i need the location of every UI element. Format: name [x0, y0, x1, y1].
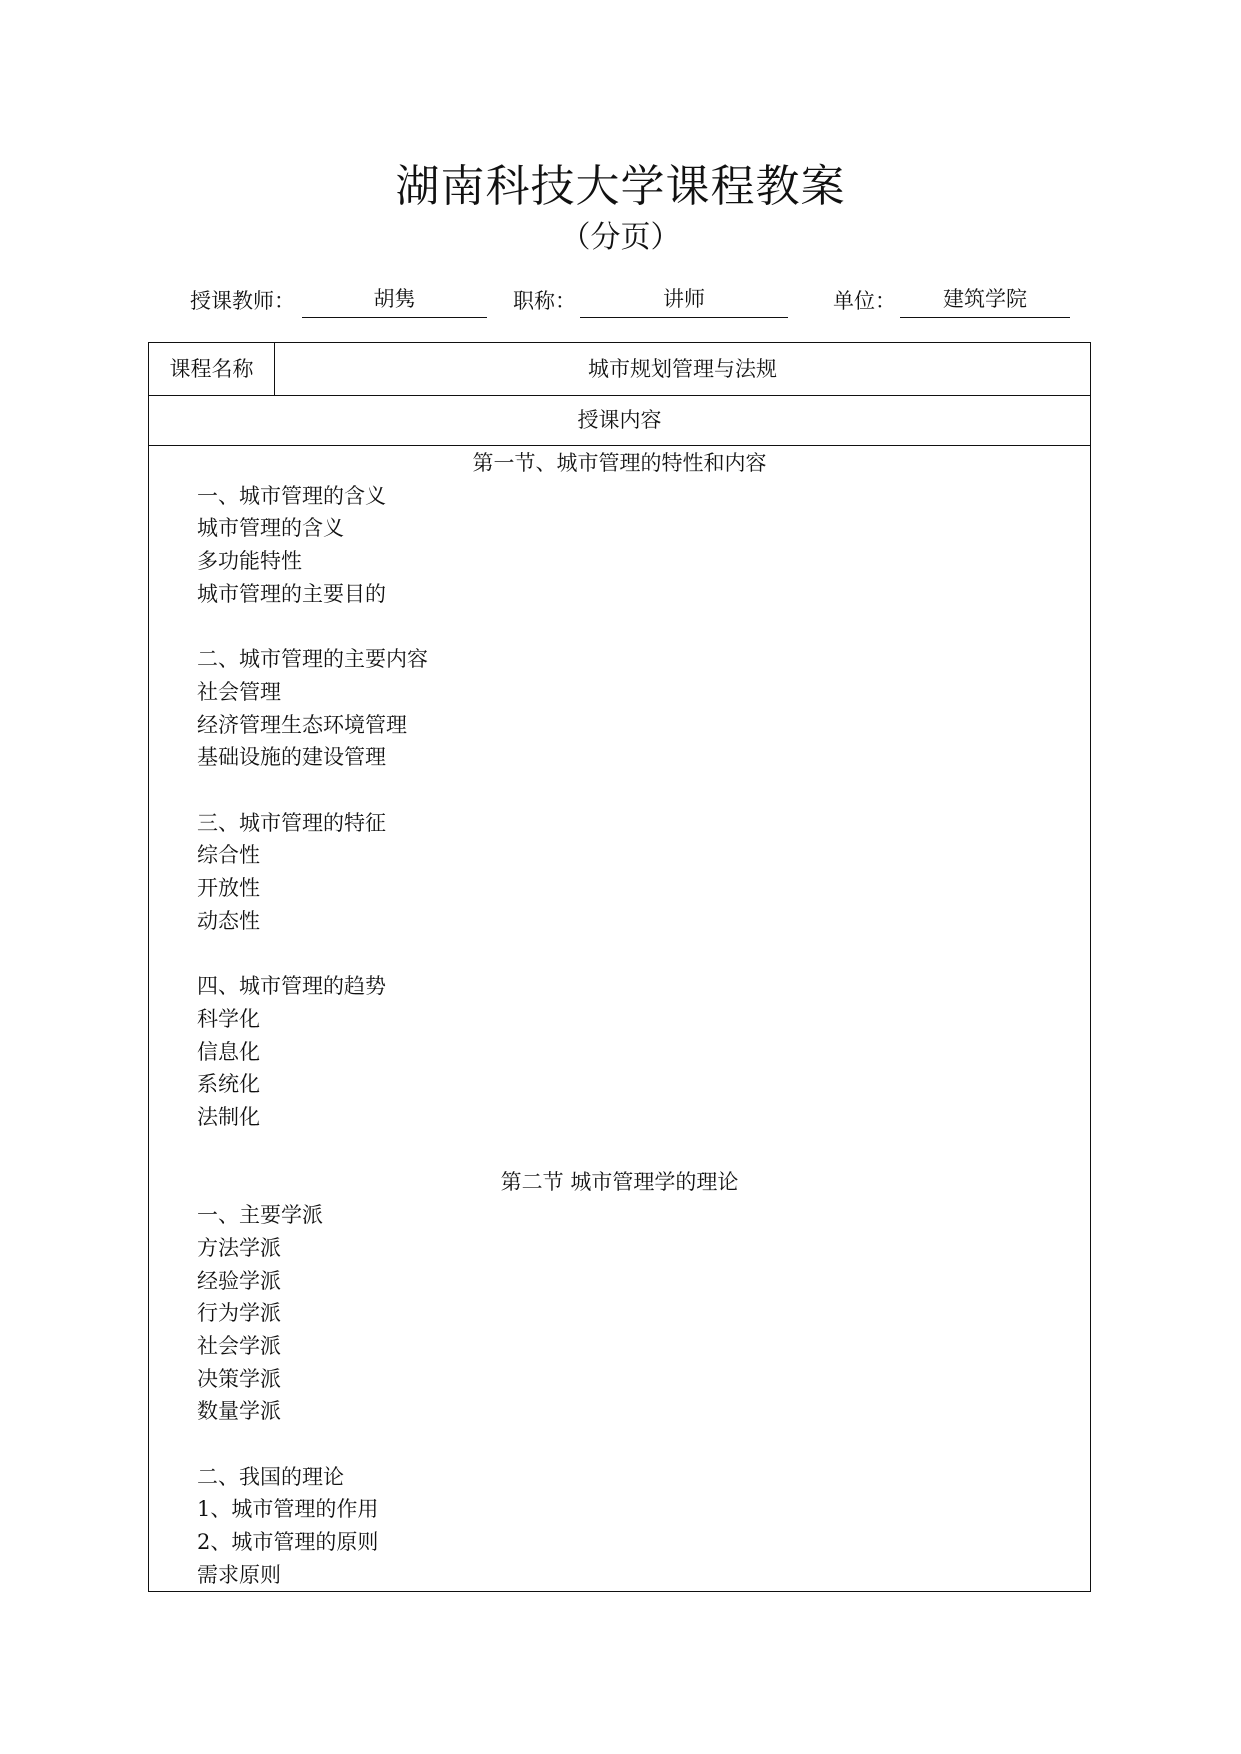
content-line: 系统化	[197, 1072, 260, 1097]
course-name-label: 课程名称	[149, 343, 275, 395]
section-heading: 第一节、城市管理的特性和内容	[472, 451, 767, 475]
content-line: 2、城市管理的原则	[197, 1530, 379, 1555]
content-line: 社会管理	[197, 679, 281, 704]
teacher-label: 授课教师：	[190, 289, 295, 313]
unit-label: 单位：	[833, 289, 896, 313]
content-line: 二、城市管理的主要内容	[197, 647, 428, 672]
content-line: 多功能特性	[197, 549, 302, 574]
content-line: 综合性	[197, 843, 260, 868]
content-line: 动态性	[197, 908, 260, 933]
content-line: 一、城市管理的含义	[197, 483, 386, 508]
rank-value: 讲师	[580, 285, 788, 318]
content-line: 行为学派	[197, 1301, 281, 1326]
content-line: 城市管理的主要目的	[197, 581, 386, 606]
content-line: 数量学派	[197, 1399, 281, 1424]
unit-value: 建筑学院	[900, 285, 1070, 318]
rank-label: 职称：	[513, 289, 576, 313]
lesson-plan-table	[148, 342, 1091, 1592]
content-line: 基础设施的建设管理	[197, 745, 386, 770]
content-line: 社会学派	[197, 1333, 281, 1358]
content-line: 科学化	[197, 1006, 260, 1031]
content-line: 开放性	[197, 876, 260, 901]
content-header: 授课内容	[149, 395, 1090, 446]
content-line: 二、我国的理论	[197, 1464, 344, 1489]
content-line: 一、主要学派	[197, 1203, 323, 1228]
content-line: 城市管理的含义	[197, 516, 344, 541]
course-name-value: 城市规划管理与法规	[588, 357, 777, 381]
content-line: 决策学派	[197, 1366, 281, 1391]
content-line: 信息化	[197, 1039, 260, 1064]
content-line: 法制化	[197, 1105, 260, 1129]
content-line: 四、城市管理的趋势	[197, 974, 386, 999]
content-line: 方法学派	[197, 1235, 281, 1260]
document-title: 湖南科技大学课程教案	[395, 161, 846, 212]
section-heading: 第二节 城市管理学的理论	[500, 1170, 739, 1195]
content-line: 三、城市管理的特征	[197, 810, 386, 835]
document-subtitle: （分页）	[560, 220, 681, 255]
content-line: 经济管理生态环境管理	[197, 712, 407, 737]
content-line: 1、城市管理的作用	[197, 1497, 379, 1522]
content-line: 需求原则	[197, 1562, 281, 1587]
course-row	[149, 343, 1090, 396]
teacher-value: 胡隽	[302, 285, 487, 318]
content-line: 经验学派	[197, 1268, 281, 1293]
